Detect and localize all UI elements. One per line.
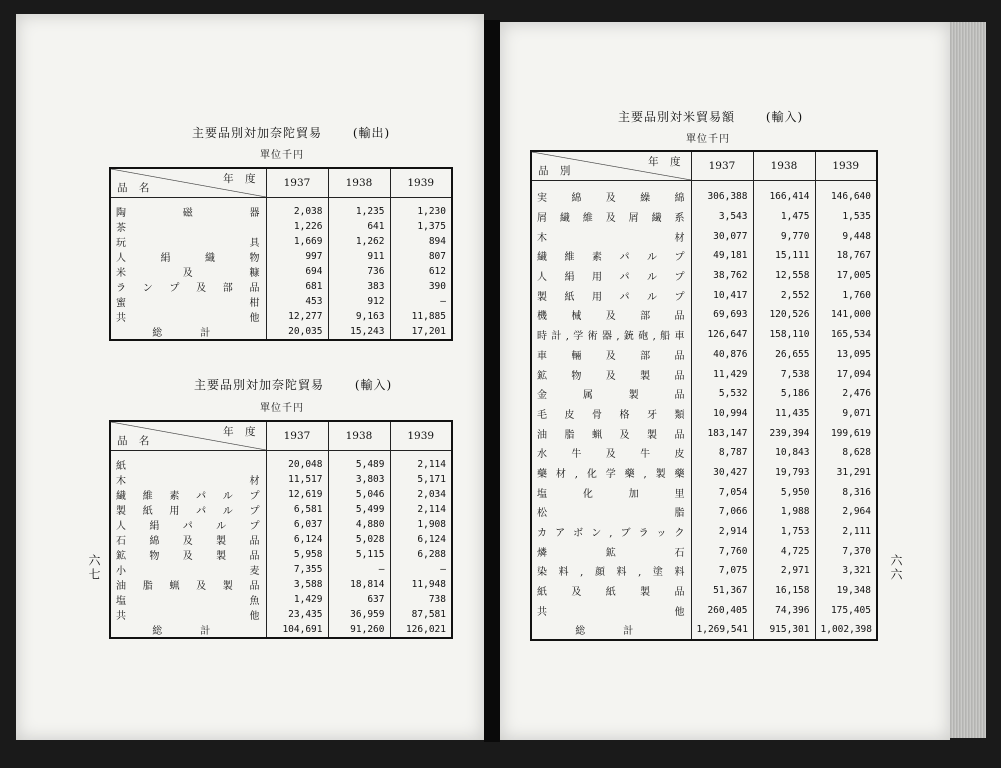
- table-row: [110, 279, 452, 294]
- value-cell: 612: [390, 264, 452, 279]
- table-row: [110, 204, 452, 219]
- table-row: [531, 541, 877, 561]
- left-page: [16, 14, 484, 740]
- value-cell: 1,475: [753, 207, 815, 227]
- item-name: 共 他: [116, 611, 261, 622]
- value-cell: 51,367: [691, 581, 753, 601]
- year-header-label: 年 度: [223, 173, 260, 185]
- table-header-row: [531, 151, 877, 181]
- item-name: 機械及部品: [537, 311, 686, 323]
- value-cell: 49,181: [691, 246, 753, 266]
- value-cell: 2,114: [390, 502, 452, 517]
- table-row: [531, 561, 877, 581]
- value-cell: 9,071: [815, 404, 877, 424]
- item-name: 木 材: [116, 476, 261, 487]
- item-name: 車輛及部品: [537, 350, 686, 362]
- value-cell: 175,405: [815, 600, 877, 620]
- value-cell: 12,619: [266, 487, 328, 502]
- item-name: 人 絹 織 物: [116, 253, 261, 264]
- value-cell: 8,787: [691, 443, 753, 463]
- value-cell: 2,114: [390, 457, 452, 472]
- table-total-row: [531, 620, 877, 640]
- value-cell: 126,021: [390, 622, 452, 638]
- value-cell: 126,647: [691, 325, 753, 345]
- value-cell: 31,291: [815, 463, 877, 483]
- value-cell: 2,476: [815, 384, 877, 404]
- value-cell: 911: [328, 249, 390, 264]
- item-name: 紙及紙製品: [537, 587, 686, 599]
- value-cell: 38,762: [691, 266, 753, 286]
- value-cell: 69,693: [691, 305, 753, 325]
- table-row: [531, 226, 877, 246]
- value-cell: 15,243: [328, 324, 390, 340]
- page-number-right: 六六: [889, 554, 903, 582]
- table-row: [531, 522, 877, 542]
- year-column-header: 1938: [328, 421, 390, 451]
- item-name: 水牛及牛皮: [537, 449, 686, 461]
- us-import-table-unit: 單位千円: [686, 134, 730, 145]
- value-cell: 5,950: [753, 482, 815, 502]
- value-cell: 199,619: [815, 423, 877, 443]
- item-name: 屑繊維及屑繊系: [537, 213, 686, 225]
- value-cell: 183,147: [691, 423, 753, 443]
- value-cell: 7,075: [691, 561, 753, 581]
- year-header-label: 年 度: [223, 426, 260, 438]
- page-number-left: 六七: [87, 554, 101, 582]
- value-cell: 2,964: [815, 502, 877, 522]
- year-column-header: 1939: [815, 151, 877, 181]
- value-cell: 306,388: [691, 187, 753, 207]
- value-cell: 10,994: [691, 404, 753, 424]
- table-row: [110, 532, 452, 547]
- table-row: [110, 487, 452, 502]
- item-name: 蜜 柑: [116, 298, 261, 309]
- value-cell: 158,110: [753, 325, 815, 345]
- value-cell: 7,054: [691, 482, 753, 502]
- item-header-label: 品 別: [538, 165, 575, 177]
- value-cell: 453: [266, 294, 328, 309]
- value-cell: 17,005: [815, 266, 877, 286]
- item-name: 人絹パルプ: [116, 521, 261, 532]
- value-cell: 1,269,541: [691, 620, 753, 640]
- value-cell: 7,760: [691, 541, 753, 561]
- value-cell: 912: [328, 294, 390, 309]
- value-cell: 260,405: [691, 600, 753, 620]
- item-name: 繊維素パルプ: [116, 491, 261, 502]
- item-name: 米 及 糠: [116, 268, 261, 279]
- value-cell: 7,370: [815, 541, 877, 561]
- table-row: [110, 294, 452, 309]
- value-cell: 13,095: [815, 345, 877, 365]
- value-cell: 20,035: [266, 324, 328, 340]
- table-header-row: [110, 168, 452, 198]
- us-import-table-title: 主要品別対米貿易額 (輸入): [618, 110, 804, 124]
- header-corner-cell: [531, 151, 691, 181]
- value-cell: 11,429: [691, 364, 753, 384]
- us-import-table: [530, 150, 878, 641]
- value-cell: 915,301: [753, 620, 815, 640]
- item-name: 石綿及製品: [116, 536, 261, 547]
- value-cell: 1,226: [266, 219, 328, 234]
- table-row: [110, 547, 452, 562]
- item-name: 木 材: [537, 232, 686, 244]
- export-table-unit: 單位千円: [260, 150, 304, 161]
- value-cell: 2,914: [691, 522, 753, 542]
- table-row: [531, 285, 877, 305]
- value-cell: 6,288: [390, 547, 452, 562]
- table-row: [531, 423, 877, 443]
- item-name: 茶: [116, 223, 127, 234]
- value-cell: 239,394: [753, 423, 815, 443]
- value-cell: 1,753: [753, 522, 815, 542]
- value-cell: 17,201: [390, 324, 452, 340]
- value-cell: 10,417: [691, 285, 753, 305]
- table-row: [110, 472, 452, 487]
- diagonal-header: [111, 169, 266, 197]
- value-cell: 5,958: [266, 547, 328, 562]
- right-page: [500, 22, 950, 740]
- value-cell: 9,770: [753, 226, 815, 246]
- value-cell: 141,000: [815, 305, 877, 325]
- table-row: [110, 249, 452, 264]
- canada-import-table: [109, 420, 453, 639]
- value-cell: —: [390, 294, 452, 309]
- table-row: [110, 517, 452, 532]
- value-cell: 17,094: [815, 364, 877, 384]
- value-cell: 40,876: [691, 345, 753, 365]
- year-column-header: 1938: [328, 168, 390, 198]
- value-cell: 11,517: [266, 472, 328, 487]
- value-cell: 30,077: [691, 226, 753, 246]
- value-cell: 6,037: [266, 517, 328, 532]
- item-name: ランプ及部品: [116, 283, 261, 294]
- table-row: [531, 364, 877, 384]
- value-cell: 5,115: [328, 547, 390, 562]
- item-name: 小 麦: [116, 566, 261, 577]
- value-cell: 1,230: [390, 204, 452, 219]
- table-row: [531, 443, 877, 463]
- value-cell: 19,793: [753, 463, 815, 483]
- value-cell: 3,321: [815, 561, 877, 581]
- value-cell: —: [328, 562, 390, 577]
- value-cell: 9,448: [815, 226, 877, 246]
- value-cell: 694: [266, 264, 328, 279]
- item-header-label: 品 名: [117, 182, 154, 194]
- table-row: [531, 384, 877, 404]
- table-row: [531, 482, 877, 502]
- book-spine: [484, 20, 500, 742]
- table-total-row: [110, 324, 452, 340]
- item-name: 人絹用パルプ: [537, 272, 686, 284]
- table-row: [531, 600, 877, 620]
- value-cell: 1,908: [390, 517, 452, 532]
- value-cell: 1,262: [328, 234, 390, 249]
- value-cell: 15,111: [753, 246, 815, 266]
- value-cell: 1,235: [328, 204, 390, 219]
- value-cell: 7,066: [691, 502, 753, 522]
- export-table-title: 主要品別対加奈陀貿易 (輸出): [192, 126, 391, 140]
- value-cell: 6,124: [390, 532, 452, 547]
- import-table-unit: 單位千円: [260, 403, 304, 414]
- value-cell: 26,655: [753, 345, 815, 365]
- value-cell: 16,158: [753, 581, 815, 601]
- year-column-header: 1937: [266, 168, 328, 198]
- value-cell: 390: [390, 279, 452, 294]
- table-header-row: [110, 421, 452, 451]
- value-cell: 11,435: [753, 404, 815, 424]
- table-row: [531, 581, 877, 601]
- value-cell: 7,538: [753, 364, 815, 384]
- value-cell: 18,767: [815, 246, 877, 266]
- table-row: [531, 502, 877, 522]
- table-total-row: [110, 622, 452, 638]
- item-header-label: 品 名: [117, 435, 154, 447]
- value-cell: 20,048: [266, 457, 328, 472]
- value-cell: 3,588: [266, 577, 328, 592]
- value-cell: 2,552: [753, 285, 815, 305]
- year-column-header: 1939: [390, 168, 452, 198]
- item-name: 油脂蝋及製品: [116, 581, 261, 592]
- value-cell: 36,959: [328, 607, 390, 622]
- table-row: [110, 607, 452, 622]
- value-cell: 5,171: [390, 472, 452, 487]
- value-cell: 6,581: [266, 502, 328, 517]
- header-corner-cell: [110, 421, 266, 451]
- value-cell: 1,988: [753, 502, 815, 522]
- item-name: 塩化加里: [537, 488, 686, 500]
- value-cell: 7,355: [266, 562, 328, 577]
- item-name: 共 他: [537, 606, 686, 618]
- item-name: 油脂蝋及製品: [537, 429, 686, 441]
- value-cell: 166,414: [753, 187, 815, 207]
- value-cell: 736: [328, 264, 390, 279]
- year-column-header: 1937: [266, 421, 328, 451]
- value-cell: 997: [266, 249, 328, 264]
- value-cell: 23,435: [266, 607, 328, 622]
- item-name: 繊維素パルプ: [537, 252, 686, 264]
- value-cell: 30,427: [691, 463, 753, 483]
- export-table: [109, 167, 453, 341]
- table-row: [531, 207, 877, 227]
- table-row: [531, 325, 877, 345]
- table-row: [110, 264, 452, 279]
- diagonal-header: [111, 422, 266, 450]
- year-column-header: 1938: [753, 151, 815, 181]
- value-cell: 9,163: [328, 309, 390, 324]
- value-cell: 2,111: [815, 522, 877, 542]
- value-cell: 120,526: [753, 305, 815, 325]
- item-name: 実綿及繰綿: [537, 193, 686, 205]
- table-row: [110, 309, 452, 324]
- value-cell: 2,038: [266, 204, 328, 219]
- table-row: [110, 234, 452, 249]
- value-cell: 5,028: [328, 532, 390, 547]
- value-cell: 1,760: [815, 285, 877, 305]
- value-cell: 18,814: [328, 577, 390, 592]
- value-cell: 91,260: [328, 622, 390, 638]
- year-column-header: 1937: [691, 151, 753, 181]
- item-name: 製紙用パルプ: [116, 506, 261, 517]
- value-cell: 3,543: [691, 207, 753, 227]
- value-cell: —: [390, 562, 452, 577]
- item-name: 紙: [116, 461, 127, 472]
- header-corner-cell: [110, 168, 266, 198]
- item-name: 藥材,化学藥,製藥: [537, 468, 686, 480]
- table-row: [110, 457, 452, 472]
- page-edges: [950, 22, 986, 738]
- value-cell: 8,628: [815, 443, 877, 463]
- item-name: 陶 磁 器: [116, 208, 261, 219]
- value-cell: 637: [328, 592, 390, 607]
- value-cell: 8,316: [815, 482, 877, 502]
- table-row: [531, 187, 877, 207]
- table-row: [531, 305, 877, 325]
- value-cell: 165,534: [815, 325, 877, 345]
- value-cell: 4,880: [328, 517, 390, 532]
- table-row: [110, 502, 452, 517]
- value-cell: 681: [266, 279, 328, 294]
- value-cell: 11,885: [390, 309, 452, 324]
- value-cell: 2,971: [753, 561, 815, 581]
- item-name: 玩 具: [116, 238, 261, 249]
- total-label: 総 計: [152, 626, 225, 637]
- value-cell: 4,725: [753, 541, 815, 561]
- value-cell: 5,489: [328, 457, 390, 472]
- value-cell: 3,803: [328, 472, 390, 487]
- item-name: 時計,学術器,銃砲,船車: [537, 331, 686, 343]
- table-row: [110, 219, 452, 234]
- value-cell: 10,843: [753, 443, 815, 463]
- value-cell: 1,375: [390, 219, 452, 234]
- table-row: [110, 577, 452, 592]
- item-name: 鉱物及製品: [537, 370, 686, 382]
- value-cell: 12,277: [266, 309, 328, 324]
- total-label: 総 計: [152, 328, 225, 339]
- item-name: 金属製品: [537, 390, 686, 402]
- value-cell: 1,535: [815, 207, 877, 227]
- value-cell: 104,691: [266, 622, 328, 638]
- table-row: [531, 463, 877, 483]
- value-cell: 87,581: [390, 607, 452, 622]
- value-cell: 383: [328, 279, 390, 294]
- value-cell: 5,046: [328, 487, 390, 502]
- table-row: [531, 266, 877, 286]
- table-row: [110, 562, 452, 577]
- value-cell: 146,640: [815, 187, 877, 207]
- value-cell: 807: [390, 249, 452, 264]
- value-cell: 2,034: [390, 487, 452, 502]
- value-cell: 641: [328, 219, 390, 234]
- item-name: 染料,顔料,塗料: [537, 567, 686, 579]
- total-label: 総 計: [575, 625, 648, 637]
- table-row: [531, 246, 877, 266]
- item-name: カアボン,ブラック: [537, 528, 686, 540]
- value-cell: 1,429: [266, 592, 328, 607]
- value-cell: 1,002,398: [815, 620, 877, 640]
- value-cell: 1,669: [266, 234, 328, 249]
- item-name: 松 脂: [537, 508, 686, 520]
- value-cell: 19,348: [815, 581, 877, 601]
- value-cell: 12,558: [753, 266, 815, 286]
- value-cell: 5,186: [753, 384, 815, 404]
- item-name: 燐 鉱 石: [537, 547, 686, 559]
- item-name: 製紙用パルプ: [537, 291, 686, 303]
- value-cell: 74,396: [753, 600, 815, 620]
- value-cell: 5,499: [328, 502, 390, 517]
- diagonal-header: [532, 152, 691, 180]
- year-header-label: 年 度: [648, 156, 685, 168]
- item-name: 塩 魚: [116, 596, 261, 607]
- value-cell: 894: [390, 234, 452, 249]
- table-row: [531, 345, 877, 365]
- value-cell: 11,948: [390, 577, 452, 592]
- table-row: [110, 592, 452, 607]
- value-cell: 5,532: [691, 384, 753, 404]
- table-row: [531, 404, 877, 424]
- item-name: 共 他: [116, 313, 261, 324]
- item-name: 毛皮骨格牙類: [537, 409, 686, 421]
- value-cell: 738: [390, 592, 452, 607]
- year-column-header: 1939: [390, 421, 452, 451]
- import-table-title: 主要品別対加奈陀貿易 (輸入): [194, 378, 393, 392]
- value-cell: 6,124: [266, 532, 328, 547]
- item-name: 鉱物及製品: [116, 551, 261, 562]
